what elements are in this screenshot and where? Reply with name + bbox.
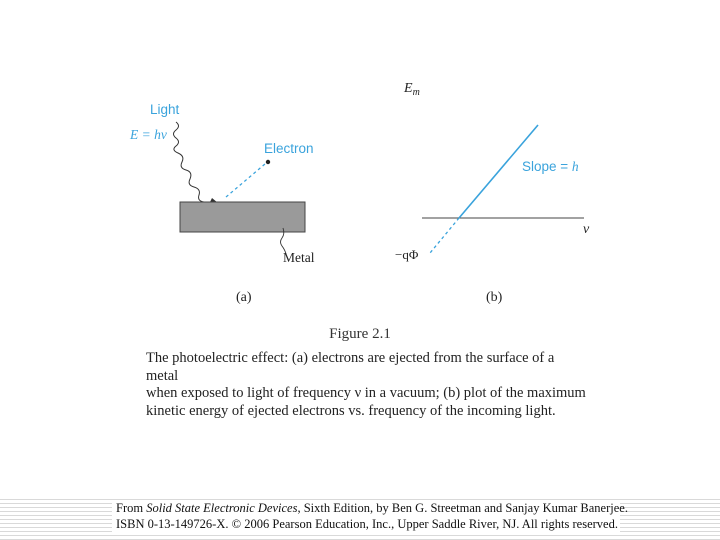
source-credit	[112, 500, 628, 533]
panel-b-label: (b)	[486, 290, 503, 305]
slope-label: Slope = h	[522, 159, 579, 174]
book-title: Solid State Electronic Devices	[146, 501, 298, 515]
figure-caption	[146, 350, 586, 420]
metal-slab	[180, 202, 305, 232]
electron-dot	[266, 160, 270, 164]
panel-a	[129, 102, 315, 305]
photon-energy-label: E = hν	[130, 127, 167, 142]
x-axis-label: ν	[583, 222, 590, 237]
intercept-label: −qΦ	[395, 247, 419, 262]
extrapolation-line	[430, 218, 459, 253]
electron-trajectory	[226, 164, 265, 197]
panel-b	[395, 81, 590, 305]
credit-prefix: From	[116, 501, 147, 515]
caption-line: The photoelectric effect: (a) electrons are ejected from the surface of a metal	[146, 350, 555, 384]
y-axis-label: $E_m$	[404, 81, 420, 98]
panel-a-label: (a)	[236, 290, 252, 305]
credit-line-2: ISBN 0-13-149726-X. © 2006 Pearson Education, Inc., Upper Saddle River, NJ. All rights reserved.	[116, 516, 618, 531]
electron-label: Electron	[264, 141, 314, 156]
light-label: Light	[150, 102, 180, 117]
credit-line-1	[116, 501, 628, 517]
metal-label: Metal	[283, 250, 315, 265]
caption-line: when exposed to light of frequency ν in a vacuum; (b) plot of the maximum	[146, 385, 586, 401]
credit-suffix: , Sixth Edition, by Ben G. Streetman and Sanjay Kumar Banerjee.	[297, 501, 628, 515]
caption-line: kinetic energy of ejected electrons vs. frequency of the incoming light.	[146, 402, 556, 419]
figure-title: Figure 2.1	[329, 326, 391, 342]
photon-wave-icon	[174, 122, 205, 202]
